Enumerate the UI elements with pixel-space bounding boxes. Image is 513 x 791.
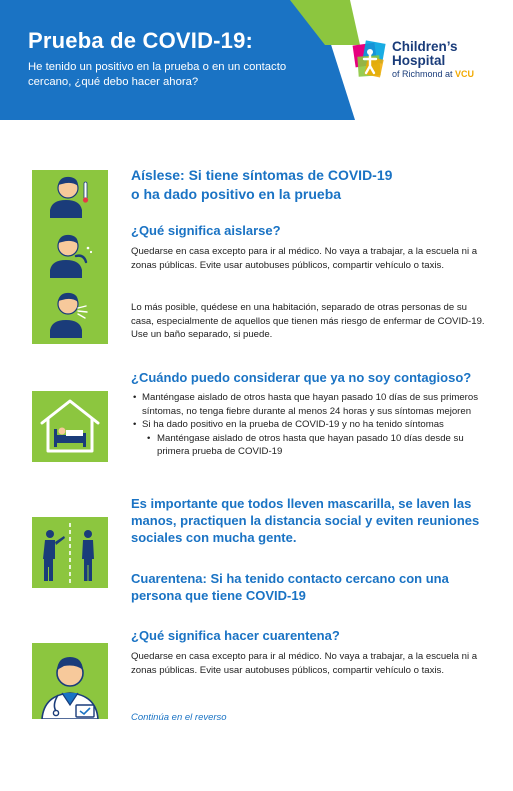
isolate-heading: [131, 166, 392, 204]
page-title: Prueba de COVID-19:: [28, 28, 254, 53]
doctor-icon: [32, 643, 108, 719]
list-item: • Manténgase aislado de otros hasta que hayan pasado 10 días desde su primera prueba de COVID-19: [131, 432, 486, 459]
isolate-heading-line-1: Aíslese: Si tiene síntomas de COVID-19: [131, 167, 393, 183]
hospital-logo: [352, 38, 502, 88]
symptoms-illustration: [32, 170, 108, 344]
logo-line-2: Hospital: [392, 53, 446, 68]
house-icon-panel: [32, 391, 108, 462]
quarantine-heading: Cuarentena: Si ha tenido contacto cercano con una persona que tiene COVID-19: [131, 571, 449, 603]
isolate-question: ¿Qué significa aislarse?: [131, 223, 281, 238]
person-coughing-icon: [50, 235, 92, 278]
person-sneezing-icon: [50, 293, 87, 338]
list-item: • Si ha dado positivo en la prueba de COVID-19 y no ha tenido síntomas: [131, 418, 486, 432]
distance-icon-panel: [32, 517, 108, 588]
logo-mark-icon: [352, 40, 388, 80]
isolate-heading-line-2: o ha dado positivo en la prueba: [131, 186, 342, 202]
doctor-icon-panel: [32, 643, 108, 719]
house-bed-icon: [32, 391, 108, 462]
logo-line-1: Children’s: [392, 39, 458, 54]
logo-vcu: VCU: [455, 69, 475, 79]
quarantine-question: ¿Qué significa hacer cuarentena?: [131, 628, 340, 643]
person-thermometer-icon: [50, 177, 88, 218]
contagious-list: [131, 391, 486, 459]
logo-line-3-prefix: of Richmond at: [392, 69, 456, 79]
page-subtitle: He tenido un positivo en la prueba o en un contacto cercano, ¿qué debo hacer ahora?: [28, 61, 287, 88]
logo-line-3: [392, 69, 474, 79]
quarantine-paragraph: Quedarse en casa excepto para ir al médico. No vaya a trabajar, a la escuela ni a zonas públicas. Evite usar autobuses públicos, compartir vehículo o taxis.: [131, 651, 478, 676]
important-message: Es importante que todos lleven mascarilla, se laven las manos, practiquen la distancia social y eviten reuniones sociales con mucha gente.: [131, 496, 480, 545]
list-item: • Manténgase aislado de otros hasta que hayan pasado 10 días de sus primeros síntomas, no tenga fiebre durante al menos 24 horas y sus síntomas mejoren: [131, 391, 486, 418]
continue-note: Continúa en el reverso: [131, 712, 227, 723]
isolate-paragraph-1: Quedarse en casa excepto para ir al médico. No vaya a trabajar, a la escuela ni a zonas públicas. Evite usar autobuses públicos, compartir vehículo o taxis.: [131, 246, 478, 271]
header-banner: [0, 0, 513, 120]
isolate-paragraph-2: Lo más posible, quédese en una habitación, separado de otras personas de su casa, especialmente de aquellos que tienen más riesgo de enfermar de COVID-19. Use un baño separado, si puede.: [131, 302, 485, 341]
contagious-question: ¿Cuándo puedo considerar que ya no soy contagioso?: [131, 370, 472, 385]
symptoms-icon-panel: [32, 170, 108, 344]
social-distance-icon: [32, 517, 108, 588]
